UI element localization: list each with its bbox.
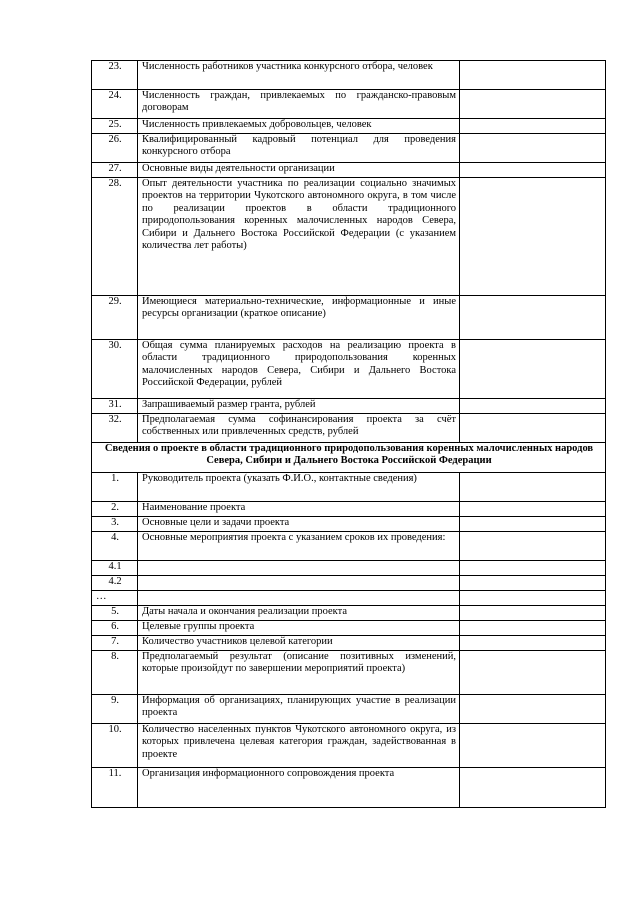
row-number: 9. — [92, 695, 138, 724]
value-cell[interactable] — [460, 134, 606, 163]
table-row — [92, 768, 606, 808]
row-description: Квалифицированный кадровый потенциал для проведения конкурсного отбора — [138, 134, 460, 163]
table-row — [92, 591, 606, 606]
row-description: Опыт деятельности участника по реализации социально значимых проектов на территории Чукотского автономного округа, в том числе по реализации проектов в области традиционного природопользования коренных малочисленных народов Севера, Сибири и Дальнего Востока Российской Федерации (с указанием количества лет работы) — [138, 178, 460, 296]
value-cell[interactable] — [460, 532, 606, 561]
row-number: 31. — [92, 399, 138, 414]
row-description: Численность граждан, привлекаемых по гражданско-правовым договорам — [138, 90, 460, 119]
value-cell[interactable] — [460, 296, 606, 340]
table-row — [92, 296, 606, 340]
row-description: Даты начала и окончания реализации проекта — [138, 606, 460, 621]
value-cell[interactable] — [460, 636, 606, 651]
table-row — [92, 61, 606, 90]
value-cell[interactable] — [460, 517, 606, 532]
table-row — [92, 399, 606, 414]
table-row — [92, 561, 606, 576]
value-cell[interactable] — [460, 606, 606, 621]
row-number: 11. — [92, 768, 138, 808]
row-description: Основные цели и задачи проекта — [138, 517, 460, 532]
table-row — [92, 340, 606, 399]
value-cell[interactable] — [460, 90, 606, 119]
value-cell[interactable] — [460, 651, 606, 695]
row-number: 28. — [92, 178, 138, 296]
table-row — [92, 606, 606, 621]
row-description: Информация об организациях, планирующих участие в реализации проекта — [138, 695, 460, 724]
table-row — [92, 119, 606, 134]
value-cell[interactable] — [460, 163, 606, 178]
table-row — [92, 532, 606, 561]
row-number: 23. — [92, 61, 138, 90]
value-cell[interactable] — [460, 695, 606, 724]
row-description: Количество населенных пунктов Чукотского автономного округа, из которых привлечена целевая категория граждан, задействованная в проекте — [138, 724, 460, 768]
row-number: 30. — [92, 340, 138, 399]
section-header-row — [92, 443, 606, 473]
row-number: 32. — [92, 414, 138, 443]
row-description — [138, 576, 460, 591]
table-row — [92, 178, 606, 296]
row-description — [138, 561, 460, 576]
row-description: Численность привлекаемых добровольцев, человек — [138, 119, 460, 134]
row-description: Предполагаемая сумма софинансирования проекта за счёт собственных или привлеченных средств, рублей — [138, 414, 460, 443]
table-row — [92, 414, 606, 443]
value-cell[interactable] — [460, 340, 606, 399]
table-row — [92, 576, 606, 591]
row-number: 10. — [92, 724, 138, 768]
row-number: 2. — [92, 502, 138, 517]
table-row — [92, 163, 606, 178]
table-row — [92, 517, 606, 532]
value-cell[interactable] — [460, 119, 606, 134]
row-number: 5. — [92, 606, 138, 621]
row-number: 4.2 — [92, 576, 138, 591]
value-cell[interactable] — [460, 178, 606, 296]
value-cell[interactable] — [460, 399, 606, 414]
row-description: Общая сумма планируемых расходов на реализацию проекта в области традиционного природопользования коренных малочисленных народов Севера, Сибири и Дальнего Востока Российской Федерации, рублей — [138, 340, 460, 399]
row-number: 6. — [92, 621, 138, 636]
table-row — [92, 651, 606, 695]
row-number: 4. — [92, 532, 138, 561]
table-row — [92, 724, 606, 768]
row-description: Имеющиеся материально-технические, информационные и иные ресурсы организации (краткое описание) — [138, 296, 460, 340]
row-description — [138, 591, 460, 606]
value-cell[interactable] — [460, 561, 606, 576]
row-description: Основные мероприятия проекта с указанием сроков их проведения: — [138, 532, 460, 561]
application-form-table — [91, 60, 606, 808]
row-description: Наименование проекта — [138, 502, 460, 517]
row-number: 25. — [92, 119, 138, 134]
row-number: 1. — [92, 473, 138, 502]
row-number: 3. — [92, 517, 138, 532]
table-row — [92, 621, 606, 636]
value-cell[interactable] — [460, 414, 606, 443]
table-row — [92, 473, 606, 502]
table-row — [92, 90, 606, 119]
row-description: Численность работников участника конкурсного отбора, человек — [138, 61, 460, 90]
value-cell[interactable] — [460, 473, 606, 502]
table-row — [92, 134, 606, 163]
row-description: Предполагаемый результат (описание позитивных изменений, которые произойдут по завершении мероприятий проекта) — [138, 651, 460, 695]
row-number: 24. — [92, 90, 138, 119]
row-number: … — [92, 591, 138, 606]
row-number: 7. — [92, 636, 138, 651]
row-description: Организация информационного сопровождения проекта — [138, 768, 460, 808]
table-row — [92, 695, 606, 724]
row-description: Количество участников целевой категории — [138, 636, 460, 651]
value-cell[interactable] — [460, 502, 606, 517]
value-cell[interactable] — [460, 724, 606, 768]
row-description: Руководитель проекта (указать Ф.И.О., контактные сведения) — [138, 473, 460, 502]
value-cell[interactable] — [460, 591, 606, 606]
table-row — [92, 502, 606, 517]
row-description: Основные виды деятельности организации — [138, 163, 460, 178]
value-cell[interactable] — [460, 621, 606, 636]
row-number: 27. — [92, 163, 138, 178]
value-cell[interactable] — [460, 61, 606, 90]
value-cell[interactable] — [460, 768, 606, 808]
row-number: 8. — [92, 651, 138, 695]
table-row — [92, 636, 606, 651]
section-header: Сведения о проекте в области традиционного природопользования коренных малочисленных народов Севера, Сибири и Дальнего Востока Российской Федерации — [92, 443, 606, 473]
value-cell[interactable] — [460, 576, 606, 591]
row-description: Целевые группы проекта — [138, 621, 460, 636]
row-number: 4.1 — [92, 561, 138, 576]
row-description: Запрашиваемый размер гранта, рублей — [138, 399, 460, 414]
row-number: 26. — [92, 134, 138, 163]
row-number: 29. — [92, 296, 138, 340]
